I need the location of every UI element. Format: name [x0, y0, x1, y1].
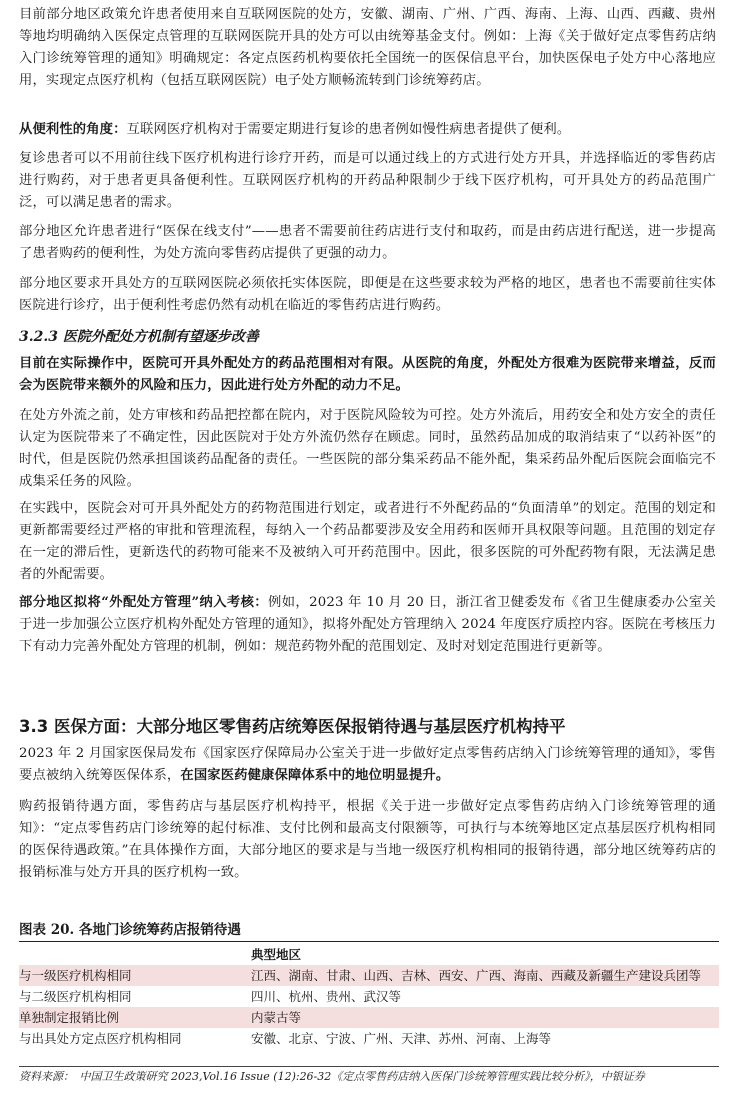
paragraph-prescription-outflow: [19, 405, 716, 493]
paragraph-text: 部分地区允许患者进行“医保在线支付”——患者不需要前往药店进行支付和取药，而是由药店进行配送，进一步提高了患者购药的便利性，为处方流向零售药店提供了更强的动力。: [19, 224, 716, 261]
table-cell-regions: 安徽、北京、宁波、广州、天津、苏州、河南、上海等: [251, 1031, 552, 1046]
paragraph-text: 复诊患者可以不用前往线下医疗机构进行诊疗开药，而是可以通过线上的方式进行处方开具，并选择临近的零售药店进行购药，对于患者更具备便利性。互联网医疗机构的开药品种限制少于线下医疗机构，可开具处方的药品范围广泛，可以满足患者的需求。: [19, 151, 716, 210]
table-cell-policy: 与二级医疗机构相同: [19, 989, 132, 1004]
table-row: [19, 1028, 719, 1049]
section-heading-3-2-3: 3.2.3 医院外配处方机制有望逐步改善: [19, 329, 259, 345]
paragraph-text: 在实践中，医院会对可开具外配处方的药物范围进行划定，或者进行不外配药品的“负面清单”的划定。范围的划定和更新都需要经过严格的审批和管理流程，每纳入一个药品都要涉及安全用药和医师开具权限等问题。且范围的划定存在一定的滞后性，更新迭代的药物可能来不及被纳入可开药范围中。因此，很多医院的可外配药物有限，无法满足患者的外配需要。: [19, 501, 716, 582]
paragraph-text: 部分地区要求开具处方的互联网医院必须依托实体医院，即便是在这些要求较为严格的地区，患者也不需要前往实体医院进行诊疗，出于便利性考虑仍然有动机在临近的零售药店进行购药。: [19, 276, 716, 313]
table-header-cell: [19, 944, 251, 965]
paragraph-follow-up-patients: [19, 148, 716, 214]
table-cell-regions: 江西、湖南、甘肃、山西、吉林、西安、广西、海南、西藏及新疆生产建设兵团等: [251, 965, 719, 986]
table-cell-policy: 与出具处方定点医疗机构相同: [19, 1031, 182, 1046]
paragraph-key-point: [19, 353, 716, 397]
paragraph-convenience: [19, 119, 716, 141]
table-cell-regions: 四川、杭州、贵州、武汉等: [251, 989, 402, 1004]
paragraph-text: 目前部分地区政策允许患者使用来自互联网医院的处方，安徽、湖南、广州、广西、海南、上海、山西、西藏、贵州等地均明确纳入医保定点管理的互联网医院开具的处方可以由统筹基金支付。例如：上海《关于做好定点零售药店纳入门诊统筹管理的通知》明确规定：各定点医药机构要依托全国统一的医保信息平台，加快医保电子处方中心落地应用，实现定点医疗机构（包括互联网医院）电子处方顺畅流转到门诊统筹药店。: [19, 7, 716, 88]
figure-title-rule: [19, 941, 719, 942]
reimbursement-table: [19, 944, 719, 1049]
convenience-text: 互联网医疗机构对于需要定期进行复诊的患者例如慢性病患者提供了便利。: [126, 122, 571, 137]
table-row: [19, 1007, 719, 1028]
paragraph-text: 目前在实际操作中，医院可开具外配处方的药品范围相对有限。从医院的角度，外配处方很难为医院带来增益，反而会为医院带来额外的风险和压力，因此进行处方外配的动力不足。: [19, 356, 716, 393]
convenience-lead: 从便利性的角度：: [19, 122, 127, 137]
paragraph-2023-policy: [19, 743, 716, 787]
paragraph-physical-hospital: [19, 273, 716, 317]
table-row: [19, 986, 719, 1007]
figure-title: 图表 20. 各地门诊统筹药店报销待遇: [19, 922, 241, 938]
table-cell-policy: 与一级医疗机构相同: [19, 965, 251, 986]
paragraph-text: 购药报销待遇方面，零售药店与基层医疗机构持平，根据《关于进一步做好定点零售药店纳入门诊统筹管理的通知》：“定点零售药店门诊统筹的起付标准、支付比例和最高支付限额等，可执行与本统筹地区定点基层医疗机构相同的医保待遇政策。”在具体操作方面，大部分地区的要求是与当地一级医疗机构相同的报销待遇，部分地区统筹药店的报销标准与处方开具的医疗机构一致。: [19, 799, 716, 880]
section-heading-3-3: 3.3 医保方面：大部分地区零售药店统筹医保报销待遇与基层医疗机构持平: [19, 717, 566, 736]
assessment-text: 例如，2023 年 10 月 20 日，浙江省卫健委发布《省卫生健康委办公室关于进一步加强公立医疗机构外配处方管理的通知》，拟将外配处方管理纳入 2024 年度医疗质控内容。医院在考核压力下有动力完善外配处方管理的机制，例如：规范药物外配的范围划定、及时对划定范围进行更新等。: [19, 595, 716, 654]
paragraph-text: 在处方外流之前，处方审核和药品把控都在院内，对于医院风险较为可控。处方外流后，用药安全和处方安全的责任认定为医院带来了不确定性，因此医院对于处方外流仍然存在顾虑。同时，虽然药品加成的取消结束了“以药补医”的时代，但是医院仍然承担国谈药品配备的责任。一些医院的部分集采药品不能外配，集采药品外配后医院会面临完不成集采任务的风险。: [19, 408, 716, 489]
table-row: [19, 965, 719, 986]
policy-text: 2023 年 2 月国家医保局发布《国家医疗保障局办公室关于进一步做好定点零售药店纳入门诊统筹管理的通知》，零售要点被纳入统筹医保体系，: [19, 746, 716, 783]
table-header-row: [19, 944, 719, 965]
paragraph-reimbursement: [19, 796, 716, 884]
source-rule: [19, 1066, 719, 1067]
figure-source: 资料来源： 中国卫生政策研究 2023,Vol.16 Issue (12):26-32《定点零售药店纳入医保门诊统筹管理实践比较分析》，中银证券: [19, 1070, 645, 1083]
assessment-lead: 部分地区拟将“外配处方管理”纳入考核：: [19, 595, 269, 610]
table-header-cell: 典型地区: [251, 947, 302, 962]
paragraph-drug-scope: [19, 498, 716, 586]
table-cell-regions: 内蒙古等: [251, 1007, 719, 1028]
paragraph-online-payment: [19, 221, 716, 265]
paragraph-internet-hospital-policy: [19, 4, 716, 92]
policy-emphasis: 在国家医药健康保障体系中的地位明显提升。: [180, 768, 450, 783]
table-cell-policy: 单独制定报销比例: [19, 1007, 251, 1028]
paragraph-assessment: [19, 592, 716, 658]
